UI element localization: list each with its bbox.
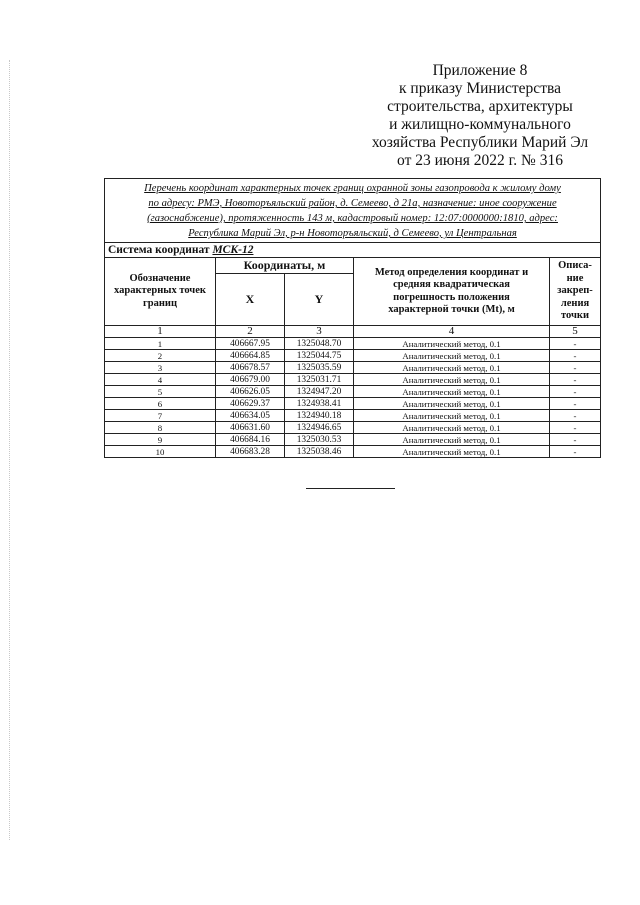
header-line: к приказу Министерства <box>399 80 561 97</box>
method-cell: Аналитический метод, 0.1 <box>354 434 550 446</box>
description-cell: - <box>550 398 601 410</box>
point-number: 10 <box>105 446 216 458</box>
point-number: 3 <box>105 362 216 374</box>
coord-x: 406679.00 <box>216 374 285 386</box>
coord-y: 1324947.20 <box>285 386 354 398</box>
header-line: Приложение 8 <box>432 62 528 79</box>
method-cell: Аналитический метод, 0.1 <box>354 422 550 434</box>
column-number: 5 <box>550 326 601 338</box>
point-number: 1 <box>105 338 216 350</box>
table-row <box>105 362 601 374</box>
column-numbers-row <box>105 326 601 338</box>
point-number: 7 <box>105 410 216 422</box>
table-row <box>105 434 601 446</box>
coordinate-system-value: МСК-12 <box>212 243 254 256</box>
method-cell: Аналитический метод, 0.1 <box>354 362 550 374</box>
closing-line <box>306 488 395 489</box>
description-cell: - <box>550 338 601 350</box>
coord-y: 1325038.46 <box>285 446 354 458</box>
table-row <box>105 350 601 362</box>
method-cell: Аналитический метод, 0.1 <box>354 374 550 386</box>
coord-x: 406634.05 <box>216 410 285 422</box>
coord-y: 1325035.59 <box>285 362 354 374</box>
point-number: 2 <box>105 350 216 362</box>
header-point-designation: Обозначение характерных точек границ <box>105 258 216 326</box>
method-cell: Аналитический метод, 0.1 <box>354 410 550 422</box>
point-number: 6 <box>105 398 216 410</box>
caption-line: по адресу: РМЭ, Новоторъяльский район, д. Семеево, д 21а, назначение: иное сооружение <box>148 198 557 209</box>
coord-y: 1324940.18 <box>285 410 354 422</box>
point-number: 8 <box>105 422 216 434</box>
table-row <box>105 374 601 386</box>
coord-y: 1325031.71 <box>285 374 354 386</box>
coord-x: 406684.16 <box>216 434 285 446</box>
header-line: хозяйства Республики Марий Эл <box>371 134 589 151</box>
caption-line: (газоснабжение), протяженность 143 м, кадастровый номер: 12:07:0000000:1810, адрес: <box>147 213 558 224</box>
caption-line: Республика Марий Эл, р-н Новоторъяльский, д Семеево, ул Центральная <box>188 228 517 239</box>
description-cell: - <box>550 374 601 386</box>
header-method: Метод определения координат и средняя квадратическая погрешность положения характерной точки (Mt), м <box>354 258 550 326</box>
coord-x: 406667.95 <box>216 338 285 350</box>
header-x: X <box>216 274 285 326</box>
header-coordinates: Координаты, м <box>216 258 354 274</box>
coord-y: 1324946.65 <box>285 422 354 434</box>
point-number: 9 <box>105 434 216 446</box>
column-number: 4 <box>354 326 550 338</box>
table-row <box>105 422 601 434</box>
description-cell: - <box>550 362 601 374</box>
coordinates-table <box>104 178 601 458</box>
coord-y: 1325048.70 <box>285 338 354 350</box>
header-line: и жилищно-коммунального <box>389 116 571 133</box>
description-cell: - <box>550 410 601 422</box>
coord-y: 1325030.53 <box>285 434 354 446</box>
margin-dotted-line <box>9 60 10 840</box>
header-y: Y <box>285 274 354 326</box>
point-number: 5 <box>105 386 216 398</box>
method-cell: Аналитический метод, 0.1 <box>354 398 550 410</box>
table-row <box>105 446 601 458</box>
header-description: Описа-ние закреп-ления точки <box>550 258 601 326</box>
coord-x: 406664.85 <box>216 350 285 362</box>
table-row <box>105 410 601 422</box>
method-cell: Аналитический метод, 0.1 <box>354 386 550 398</box>
coordinate-system-label: Система координат <box>108 243 210 256</box>
description-cell: - <box>550 422 601 434</box>
coord-y: 1325044.75 <box>285 350 354 362</box>
coord-x: 406629.37 <box>216 398 285 410</box>
column-number: 3 <box>285 326 354 338</box>
point-number: 4 <box>105 374 216 386</box>
description-cell: - <box>550 350 601 362</box>
coord-x: 406683.28 <box>216 446 285 458</box>
caption-line: Перечень координат характерных точек границ охранной зоны газопровода к жилому дому <box>144 183 561 194</box>
table-row <box>105 398 601 410</box>
appendix-header <box>360 62 600 170</box>
method-cell: Аналитический метод, 0.1 <box>354 338 550 350</box>
coord-y: 1324938.41 <box>285 398 354 410</box>
column-number: 1 <box>105 326 216 338</box>
table-row <box>105 338 601 350</box>
coord-x: 406631.60 <box>216 422 285 434</box>
method-cell: Аналитический метод, 0.1 <box>354 446 550 458</box>
coord-x: 406678.57 <box>216 362 285 374</box>
method-cell: Аналитический метод, 0.1 <box>354 350 550 362</box>
description-cell: - <box>550 386 601 398</box>
description-cell: - <box>550 434 601 446</box>
coordinate-system-row <box>105 243 601 258</box>
table-caption <box>105 179 601 243</box>
header-line: от 23 июня 2022 г. № 316 <box>397 152 563 169</box>
coord-x: 406626.05 <box>216 386 285 398</box>
column-number: 2 <box>216 326 285 338</box>
description-cell: - <box>550 446 601 458</box>
table-row <box>105 386 601 398</box>
header-line: строительства, архитектуры <box>387 98 573 115</box>
